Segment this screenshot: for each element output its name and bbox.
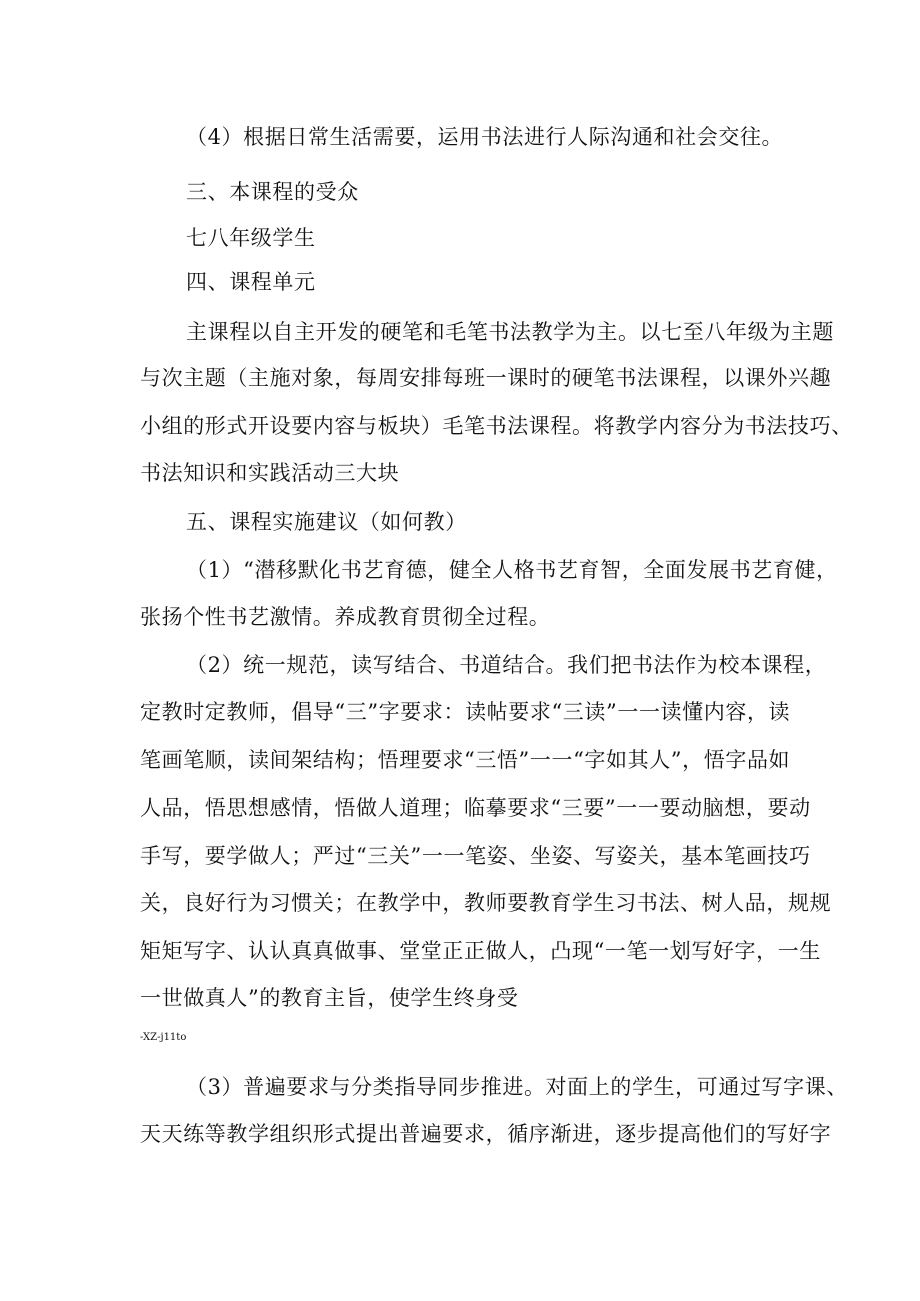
text-line: 关，良好行为习惯关；在教学中，教师要教育学生习书法、树人品，规规 xyxy=(140,891,832,915)
text-line: 定教时定教师，倡导“三”字要求：读帖要求“三读”一一读懂内容，读 xyxy=(140,700,791,724)
text-line: 人品，悟思想感情，悟做人道理；临摹要求“三要”一一要动脑想，要动 xyxy=(140,796,811,820)
text-line: （4）根据日常生活需要，运用书法进行人际沟通和社会交往。 xyxy=(186,125,784,149)
text-line: 七八年级学生 xyxy=(186,226,316,250)
section-heading: 四、课程单元 xyxy=(186,270,316,294)
section-heading: 五、课程实施建议（如何教） xyxy=(186,510,467,534)
text-line: 张扬个性书艺激情。养成教育贯彻全过程。 xyxy=(140,605,551,629)
text-line: 手写，要学做人；严过“三关”一一笔姿、坐姿、写姿关，基本笔画技巧 xyxy=(140,844,811,868)
text-line: （2）统一规范，读写结合、书道结合。我们把书法作为校本课程， xyxy=(186,653,827,677)
text-line: 笔画笔顺，读间架结构；悟理要求“三悟”一一“字如其人”，悟字品如 xyxy=(140,748,791,772)
text-line: 主课程以自主开发的硬笔和毛笔书法教学为主。以七至八年级为主题 xyxy=(186,320,834,344)
text-line: 一世做真人”的教育主旨，使学生终身受 xyxy=(140,986,519,1010)
footnote: -XZ-j11to xyxy=(140,1032,187,1043)
text-line: 书法知识和实践活动三大块 xyxy=(140,461,400,485)
text-line: （1）“潜移默化书艺育德，健全人格书艺育智，全面发展书艺育健， xyxy=(186,558,838,582)
text-line: 矩矩写字、认认真真做事、堂堂正正做人，凸现“一笔一划写好字，一生 xyxy=(140,939,821,963)
text-line: （3）普遍要求与分类指导同步推进。对面上的学生，可通过写字课、 xyxy=(186,1075,848,1099)
section-heading: 三、本课程的受众 xyxy=(186,180,359,204)
text-line: 小组的形式开设要内容与板块）毛笔书法课程。将教学内容分为书法技巧、 xyxy=(140,414,853,438)
text-line: 与次主题（主施对象，每周安排每班一课时的硬笔书法课程，以课外兴趣 xyxy=(140,366,832,390)
text-line: 天天练等教学组织形式提出普遍要求，循序渐进，逐步提高他们的写好字 xyxy=(140,1122,832,1146)
